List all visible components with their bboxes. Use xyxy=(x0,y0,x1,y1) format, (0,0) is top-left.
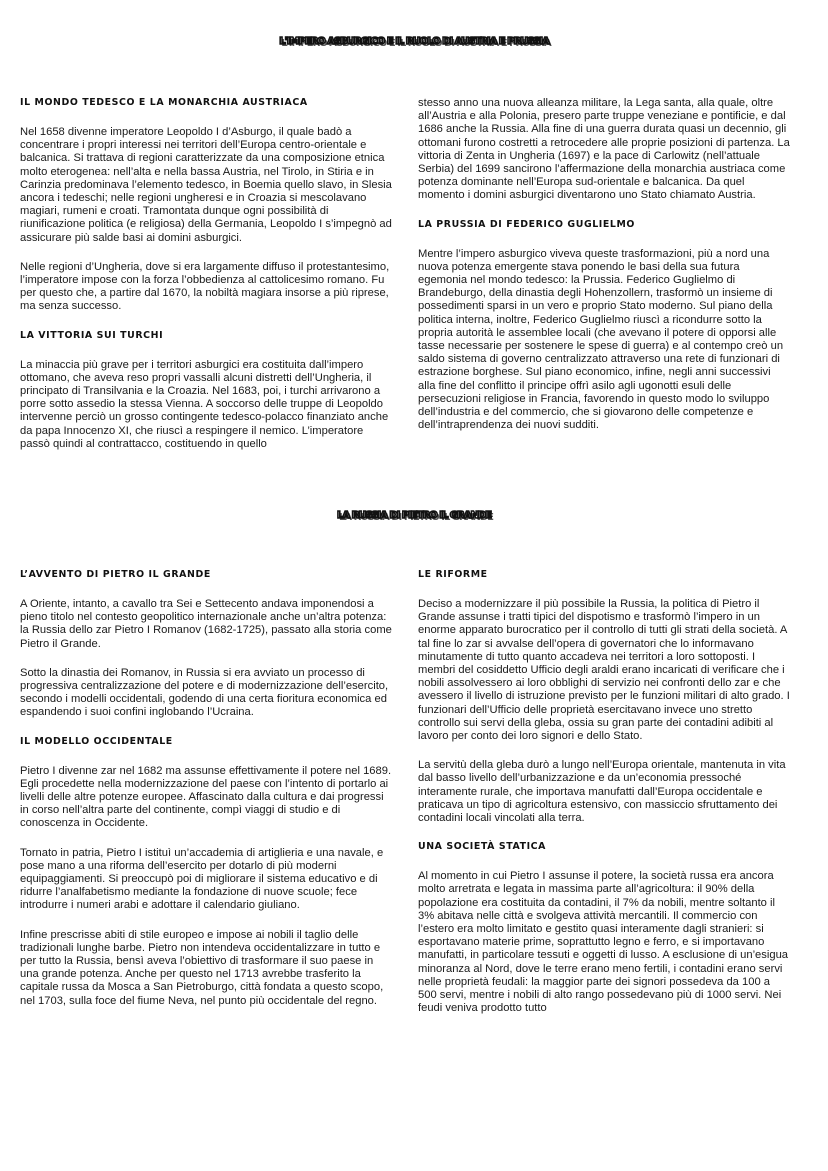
paragraph-avvento-2: Sotto la dinastia dei Romanov, in Russia si era avviato un processo di progressiva centralizzazione del potere e di modernizzazione dell’esercito, secondo i modelli occidentali, godendo di una certa fioritura economica ed espandendo i suoi confini inglobando l’Ucraina. xyxy=(20,666,389,719)
column-right-bottom xyxy=(418,569,790,1031)
heading-societa: UNA SOCIETÀ STATICA xyxy=(418,841,547,853)
heading-avvento: L’AVVENTO DI PIETRO IL GRANDE xyxy=(20,569,211,580)
paragraph-modello-1: Pietro I divenne zar nel 1682 ma assunse effettivamente il potere nel 1689. Egli procedette nella modernizzazione del paese con l’intento di portarlo ai livelli delle altre potenze europee. Affascinato dalla cultura e dai progressi in corso nell’altra parte del continente, compì viaggi di studio e di conoscenza in Occidente. xyxy=(20,764,392,830)
paragraph-societa-1: Al momento in cui Pietro I assunse il potere, la società russa era ancora molto arretrata e legata in massima parte all’agricoltura: il 90% della popolazione era costituita da contadini, il 7% da nobili, mentre soltanto il 3% abitava nelle città e svolgeva attività mercantili. Il commercio con l’estero era molto limitato e gestito quasi interamente dagli stranieri: si esportavano materie prime, soprattutto legno e ferro, e si importavano manufatti, in particolare tessuti e oggetti di lusso. A esclusione di un’esigua minoranza al Nord, dove le terre erano meno fertili, i contadini erano servi nelle proprietà feudali: la maggior parte dei signori possedeva da 100 a 500 servi, mentre i nobili di alto rango possedevano più di 1000 servi. Nei feudi veniva prodotto tutto xyxy=(418,870,789,1015)
paragraph-prussia-1: Mentre l’impero asburgico viveva queste trasformazioni, più a nord una nuova potenza emergente stava ponendo le basi della sua futura egemonia nel mondo tedesco: la Prussia. Federico Guglielmo di Brandeburgo, della dinastia degli Hohenzollern, trasformò un insieme di possedimenti sparsi in un vero e proprio Stato moderno. Sul piano della politica interna, inoltre, Federico Guglielmo riuscì a ricondurre sotto la propria autorità le assemblee locali (che avevano il potere di opporsi alle tasse necessarie per sostenere le spese di guerra) e al contempo creò un saldo sistema di governo centralizzato attraverso una rete di funzionari di estrazione borghese. Sul piano economico, infine, negli anni successivi alla fine del conflitto il principe offrì asilo agli ugonotti esuli delle persecuzioni religiose in Francia, favorendo in questo modo lo sviluppo dell’industria e del commercio, che si giovarono delle competenze e dell’intraprendenza dei nuovi sudditi. xyxy=(418,247,784,432)
page-title-impero-asburgico: L'IMPERO ASBURGICO E IL RUOLO DI AUSTRIA E PRUSSIA xyxy=(279,36,549,47)
heading-vittoria-turchi: LA VITTORIA SUI TURCHI xyxy=(20,329,164,341)
heading-mondo-tedesco: IL MONDO TEDESCO E LA MONARCHIA AUSTRIACA xyxy=(20,97,308,108)
heading-modello: IL MODELLO OCCIDENTALE xyxy=(20,735,173,747)
column-left-top xyxy=(20,97,392,467)
column-right-top xyxy=(418,97,790,448)
column-left-bottom xyxy=(20,569,392,1024)
paragraph-vittoria-turchi-1: La minaccia più grave per i territori asburgici era costituita dall’impero ottomano, che aveva reso propri vassalli alcuni distretti dell’Ungheria, il principato di Transilvania e la Croazia. Nel 1683, poi, i turchi arrivarono a porre sotto assedio la stessa Vienna. A soccorso delle truppe di Leopoldo intervenne perciò un grosso contingente tedesco-polacco finanziato anche da papa Innocenzo XI, che riuscì a respingere il nemico. L’imperatore passò quindi al contrattacco, costituendo in quello xyxy=(20,358,389,450)
page-title-russia: LA RUSSIA DI PIETRO IL GRANDE xyxy=(337,510,491,521)
paragraph-riforme-2: La servitù della gleba durò a lungo nell’Europa orientale, mantenuta in vita dal basso livello dell’urbanizzazione e da un’economia pressoché interamente rurale, che importava manufatti dall’Europa occidentale e praticava un tipo di agricoltura estensivo, con massiccio sfruttamento dei contadini locali vincolati alla terra. xyxy=(418,759,786,825)
paragraph-mondo-tedesco-1: Nel 1658 divenne imperatore Leopoldo I d’Asburgo, il quale badò a concentrare i propri interessi nei territori dell’Europa centro-orientale e balcanica. Si trattava di regioni caratterizzate da una composizione etnica molto eterogenea: nell’alta e nella bassa Austria, nel Tirolo, in Stiria e in Carinzia predominava l’elemento tedesco, in Boemia quello slavo, in Slesia ancora i tedeschi; nelle regioni ungheresi e in Croazia si mescolavano magiari, rumeni e croati. Tramontata dunque ogni possibilità di riunificazione politica (e religiosa) della Germania, Leopoldo I s’impegnò ad assicurare più salde basi ai domini asburgici. xyxy=(20,126,392,244)
paragraph-modello-2: Tornato in patria, Pietro I istituì un’accademia di artiglieria e una navale, e pose mano a una riforma dell’esercito per dotarlo di più moderni equipaggiamenti. Si preoccupò poi di migliorare il sistema educativo e di ridurre l’analfabetismo mediante la fondazione di nuove scuole; fece introdurre i numeri arabi e adottare il calendario giuliano. xyxy=(20,846,384,912)
paragraph-avvento-1: A Oriente, intanto, a cavallo tra Sei e Settecento andava imponendosi a pieno titolo nel contesto geopolitico internazionale anche un’altra potenza: la Russia dello zar Pietro I Romanov (1682-1725), passato alla storia come Pietro il Grande. xyxy=(20,598,392,650)
heading-riforme: LE RIFORME xyxy=(418,569,488,580)
paragraph-mondo-tedesco-2: Nelle regioni d’Ungheria, dove si era largamente diffuso il protestantesimo, l’imperatore impose con la forza l’obbedienza al cattolicesimo romano. Fu per questo che, a partire dal 1670, la nobiltà magiara insorse a più riprese, ma senza successo. xyxy=(20,260,390,313)
paragraph-vittoria-turchi-cont: stesso anno una nuova alleanza militare, la Lega santa, alla quale, oltre all’Austria e alla Polonia, presero parte truppe veneziane e pontificie, e dal 1686 anche la Russia. Alla fine di una guerra durata quasi un decennio, gli ottomani furono costretti a retrocedere alle proprie posizioni di partenza. La vittoria di Zenta in Ungheria (1697) e la pace di Carlowitz (nell’attuale Serbia) del 1699 sancirono l’affermazione della monarchia austriaca come potenza dominante nell’Europa sud-orientale e balcanica. Da quel momento i domini asburgici diventarono uno Stato chiamato Austria. xyxy=(418,97,790,202)
heading-prussia: LA PRUSSIA DI FEDERICO GUGLIELMO xyxy=(418,218,635,230)
paragraph-modello-3: Infine prescrisse abiti di stile europeo e impose ai nobili il taglio delle tradizionali lunghe barbe. Pietro non intendeva occidentalizzare in tutto e per tutto la Russia, bensì aveva l’obiettivo di trasformare il suo paese in una grande potenza. Anche per questo nel 1713 avrebbe trasferito la capitale russa da Mosca a San Pietroburgo, città fondata a questo scopo, nel 1703, sulla foce del fiume Neva, nel punto più occidentale del regno. xyxy=(20,928,384,1007)
paragraph-riforme-1: Deciso a modernizzare il più possibile la Russia, la politica di Pietro il Grande assunse i tratti tipici del dispotismo e trasformò l’impero in un enorme apparato burocratico per il controllo di tutti gli strati della società. A tal fine lo zar si avvalse dell’opera di governatori che lo informavano minutamente di tutto quanto accadeva nei territori a loro sottoposti. I membri del cosiddetto Ufficio degli araldi erano incaricati di verificare che i nobili assolvessero ai loro obblighi di servizio nei confronti dello zar e che avessero il livello di istruzione previsto per le funzioni militari di alto grado. I funzionari dell’Ufficio delle proprietà esercitavano invece uno stretto controllo sui servi della gleba, ossia su gran parte dei contadini adibiti al lavoro per conto dei loro signori e dello Stato. xyxy=(418,598,790,743)
